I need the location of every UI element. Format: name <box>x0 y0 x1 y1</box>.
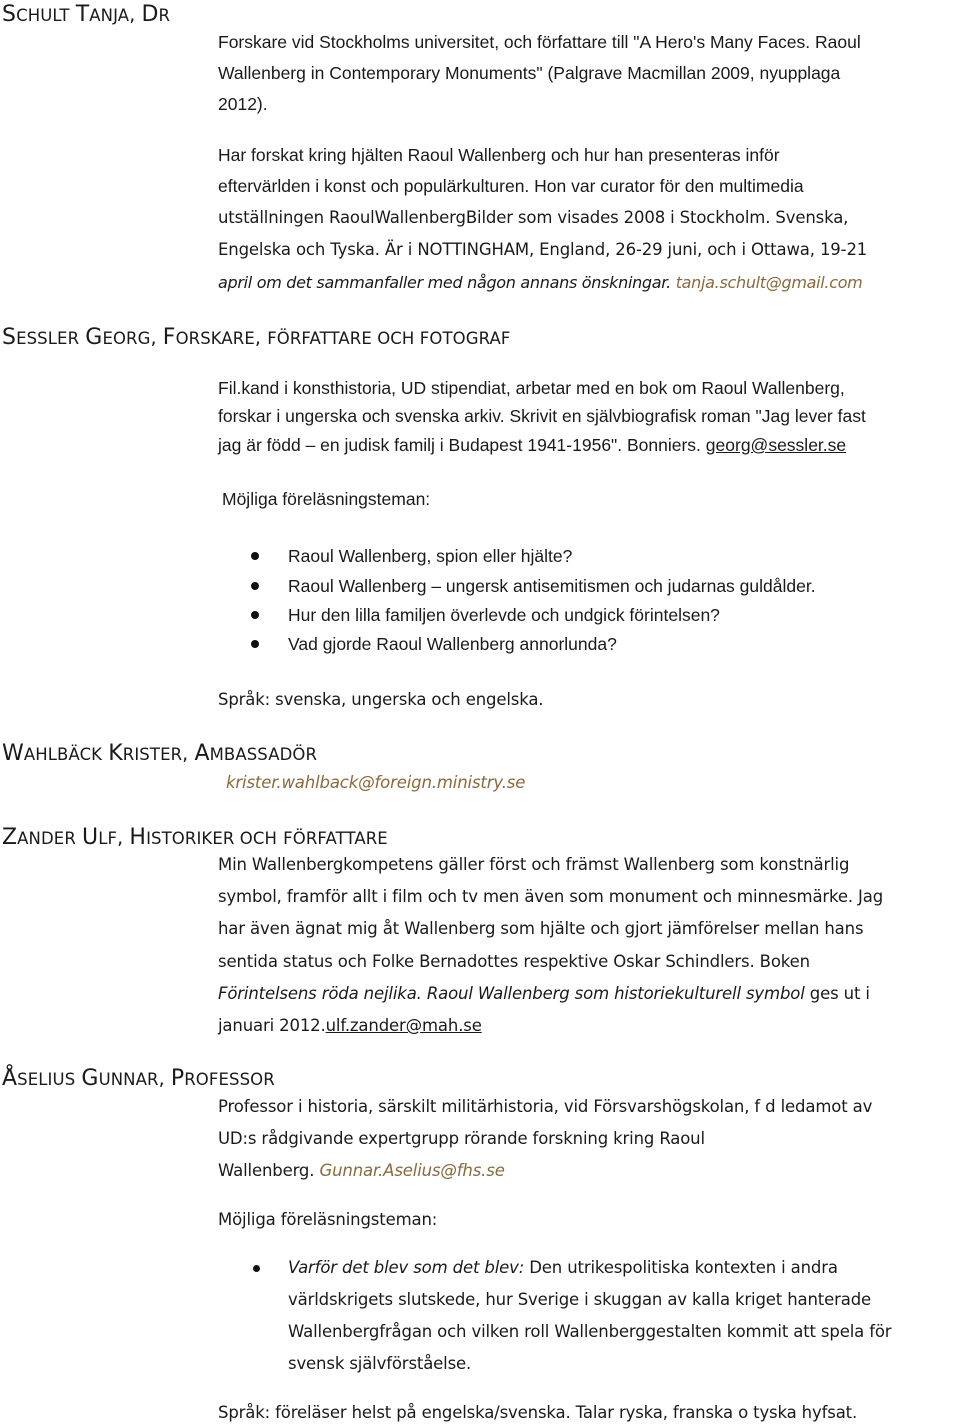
heading-sessler: SESSLER GEORG, FORSKARE, FÖRFATTARE OCH FOTOGRAF <box>2 325 511 350</box>
text-line: symbol, framför allt i film och tv men även som monument och minnesmärke. Jag <box>218 887 884 906</box>
text-line: Har forskat kring hjälten Raoul Wallenberg och hur han presenteras inför <box>218 145 780 165</box>
text-line: forskar i ungerska och svenska arkiv. Skrivit en självbiografisk roman "Jag lever fast <box>218 406 866 426</box>
list-item-continuation: svensk självförståelse. <box>288 1354 472 1373</box>
email-link-schult[interactable]: tanja.schult@gmail.com <box>675 273 863 292</box>
topics-label: Möjliga föreläsningsteman: <box>222 489 431 509</box>
bullet-icon <box>251 611 259 619</box>
email-link-zander[interactable]: ulf.zander@mah.se <box>325 1016 482 1035</box>
text-line: 2012). <box>218 94 268 114</box>
text-line: Engelska och Tyska. Är i NOTTINGHAM, England, 26-29 juni, och i Ottawa, 19-21 <box>218 240 868 259</box>
email-link-wahlback[interactable]: krister.wahlback@foreign.ministry.se <box>226 773 526 792</box>
text-line: Min Wallenbergkompetens gäller först och främst Wallenberg som konstnärlig <box>218 855 850 874</box>
bullet-icon <box>253 1265 260 1272</box>
text-line: utställningen RaoulWallenbergBilder som visades 2008 i Stockholm. Svenska, <box>218 208 849 227</box>
heading-aselius: ÅSELIUS GUNNAR, PROFESSOR <box>2 1066 275 1091</box>
text-line: Förintelsens röda nejlika. Raoul Wallenberg som historiekulturell symbol ges ut i <box>218 984 870 1003</box>
text-line: Forskare vid Stockholms universitet, och författare till "A Hero's Many Faces. Raoul <box>218 32 861 52</box>
list-item-continuation: världskrigets slutskede, hur Sverige i skuggan av kalla kriget hanterade <box>288 1290 872 1309</box>
text-line: januari 2012.ulf.zander@mah.se <box>218 1016 482 1035</box>
bullet-icon <box>251 552 259 560</box>
text-line: jag är född – en judisk familj i Budapest 1941-1956". Bonniers. georg@sessler.se <box>218 435 847 455</box>
email-link-aselius[interactable]: Gunnar.Aselius@fhs.se <box>319 1161 505 1180</box>
heading-wahlback: WAHLBÄCK KRISTER, AMBASSADÖR <box>2 741 318 766</box>
text-line: sentida status och Folke Bernadottes respektive Oskar Schindlers. Boken <box>218 952 810 971</box>
list-item: Raoul Wallenberg, spion eller hjälte? <box>288 546 573 566</box>
text-line: Fil.kand i konsthistoria, UD stipendiat, arbetar med en bok om Raoul Wallenberg, <box>218 378 845 398</box>
list-item: Raoul Wallenberg – ungersk antisemitismen och judarnas guldålder. <box>288 576 816 596</box>
text-line: har även ägnat mig åt Wallenberg som hjälte och gjort jämförelser mellan hans <box>218 919 864 938</box>
email-link-sessler[interactable]: georg@sessler.se <box>705 435 847 455</box>
heading-schult: SCHULT TANJA, DR <box>2 2 171 27</box>
topics-label: Möjliga föreläsningsteman: <box>218 1210 438 1229</box>
list-item-continuation: Wallenbergfrågan och vilken roll Wallenberggestalten kommit att spela för <box>288 1322 892 1341</box>
text-line: Professor i historia, särskilt militärhistoria, vid Försvarshögskolan, f d ledamot av <box>218 1097 873 1116</box>
list-item: Hur den lilla familjen överlevde och undgick förintelsen? <box>288 605 720 625</box>
list-item: Varför det blev som det blev: Den utrikespolitiska kontexten i andra <box>288 1258 838 1277</box>
text-line: april om det sammanfaller med någon annans önskningar. tanja.schult@gmail.com <box>218 273 863 292</box>
text-line: UD:s rådgivande expertgrupp rörande forskning kring Raoul <box>218 1129 705 1148</box>
text-line: eftervärlden i konst och populärkulturen. Hon var curator för den multimedia <box>218 176 804 196</box>
list-item: Vad gjorde Raoul Wallenberg annorlunda? <box>288 634 617 654</box>
text-line: Wallenberg. Gunnar.Aselius@fhs.se <box>218 1161 505 1180</box>
aselius-languages: Språk: föreläser helst på engelska/svenska. Talar ryska, franska o tyska hyfsat. <box>218 1403 858 1422</box>
text-line: Wallenberg in Contemporary Monuments" (Palgrave Macmillan 2009, nyupplaga <box>218 63 841 83</box>
bullet-icon <box>251 640 259 648</box>
heading-zander: ZANDER ULF, HISTORIKER OCH FÖRFATTARE <box>2 825 388 850</box>
bullet-icon <box>251 582 259 590</box>
sessler-languages: Språk: svenska, ungerska och engelska. <box>218 690 544 709</box>
